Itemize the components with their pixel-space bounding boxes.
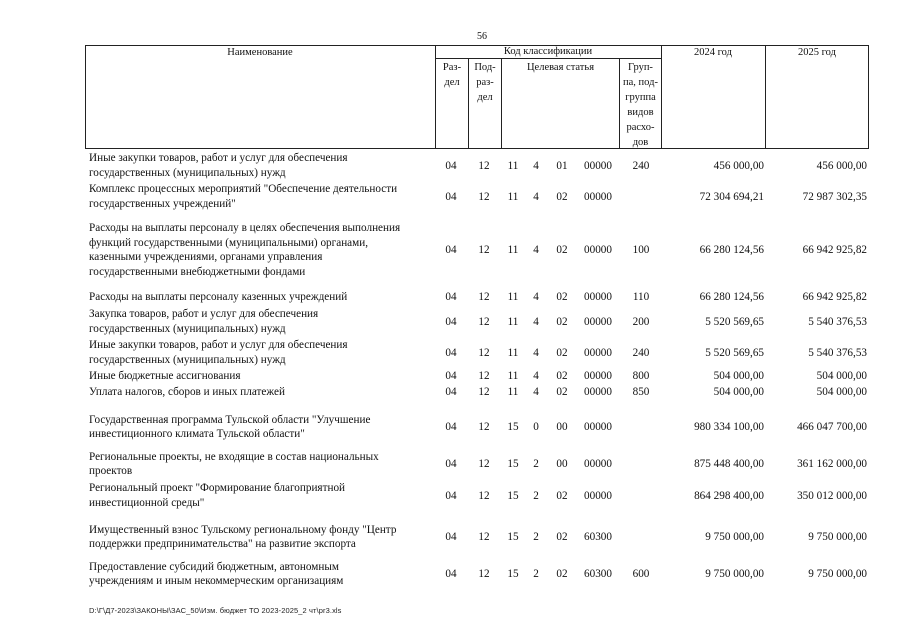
table-row [0,480,905,511]
target-event-cell: 02 [556,346,568,359]
table-row [0,306,905,337]
razdel-cell: 04 [445,315,457,328]
row-name-cell [89,384,439,400]
header-group: Груп- па, под- группа видов расхо- дов [623,62,658,148]
target-direction-cell: 00000 [584,244,612,256]
expense-group-cell [626,408,656,446]
row-name-line: Иные бюджетные ассигнования [89,369,241,382]
row-name-line: Иные закупки товаров, работ и услуг для обеспечения [89,339,348,351]
target-program-cell: 11 [507,370,519,382]
row-name-line: государственных (муниципальных) нужд [89,166,286,179]
amount-2025-cell: 9 750 000,00 [808,531,867,543]
target-event-cell: 01 [556,159,568,172]
target-subprogram-cell: 4 [533,370,539,382]
row-name-line: Предоставление субсидий бюджетным, автономным [89,560,339,573]
target-direction-cell: 00000 [584,190,612,203]
row-name-line: государственными внебюджетными фондами [89,265,306,278]
target-program-cell: 11 [507,159,519,172]
table-header [85,45,869,149]
amount-2025-cell: 504 000,00 [816,386,867,398]
table-row [0,408,905,446]
target-subprogram-cell: 2 [533,458,539,470]
row-name-line: Имущественный взнос Тульскому региональному фонду "Центр [89,523,397,536]
expense-group-cell: 850 [632,386,650,398]
amount-2024-cell: 864 298 400,00 [694,489,764,502]
header-name: Наименование [227,47,293,58]
expense-group-cell [626,518,656,556]
amount-2024-cell: 72 304 694,21 [699,190,764,203]
row-name-line: Уплата налогов, сборов и иных платежей [89,385,285,398]
row-name-cell [89,337,439,368]
target-program-cell: 15 [507,421,519,433]
row-name-cell [89,557,439,591]
target-program-cell: 15 [507,568,519,580]
row-name-line: инвестиционного климата Тульской области" [89,428,305,440]
target-direction-cell: 60300 [584,568,612,580]
table-row [0,219,905,281]
target-subprogram-cell: 4 [533,291,539,303]
amount-2024-cell: 66 280 124,56 [699,244,764,256]
target-program-cell: 11 [507,244,519,256]
amount-2025-cell: 361 162 000,00 [797,458,867,470]
row-name-cell [89,219,439,281]
table-row [0,150,905,181]
row-name-line: функций государственными (муниципальными) органами, [89,236,369,249]
row-name-cell [89,368,439,384]
row-name-line: Закупка товаров, работ и услуг для обеспечения [89,308,319,320]
razdel-cell: 04 [445,489,457,502]
row-name-line: Иные закупки товаров, работ и услуг для обеспечения [89,152,348,164]
expense-group-cell: 600 [632,568,650,580]
amount-2024-cell: 504 000,00 [713,370,764,382]
header-razdel: Раз- дел [442,62,462,88]
row-name-line: проектов [89,465,133,477]
target-direction-cell: 00000 [584,346,612,359]
target-event-cell: 02 [556,386,568,398]
target-subprogram-cell: 0 [533,421,539,433]
target-subprogram-cell: 4 [533,386,539,398]
header-target: Целевая статья [526,62,595,73]
target-direction-cell: 00000 [584,291,612,303]
table-row [0,289,905,305]
amount-2024-cell: 9 750 000,00 [705,531,764,543]
amount-2025-cell: 66 942 925,82 [802,291,867,303]
amount-2024-cell: 9 750 000,00 [705,568,764,580]
target-event-cell: 00 [556,458,568,470]
amount-2024-cell: 504 000,00 [713,386,764,398]
table-row [0,518,905,556]
razdel-cell: 04 [445,346,457,359]
row-name-line: Расходы на выплаты персоналу казенных учреждений [89,290,348,303]
target-direction-cell: 60300 [584,531,612,543]
row-name-line: государственных (муниципальных) нужд [89,322,286,335]
page-number: 56 [477,31,487,42]
razdel-cell: 04 [445,568,457,580]
row-name-line: Государственная программа Тульской области "Улучшение [89,413,371,426]
target-subprogram-cell: 2 [533,531,539,543]
target-subprogram-cell: 2 [533,489,539,502]
target-program-cell: 11 [507,315,519,328]
podrazdel-cell: 12 [478,190,490,203]
amount-2025-cell: 5 540 376,53 [808,315,867,328]
target-subprogram-cell: 2 [533,568,539,580]
target-event-cell: 02 [556,244,568,256]
target-event-cell: 02 [556,190,568,203]
row-name-cell [89,289,439,305]
expense-group-cell [626,447,656,481]
target-program-cell: 11 [507,386,519,398]
expense-group-cell: 200 [632,315,650,328]
target-subprogram-cell: 4 [533,190,539,203]
header-podrazdel: Под- раз- дел [474,62,496,103]
podrazdel-cell: 12 [478,568,490,580]
target-event-cell: 02 [556,370,568,382]
row-name-cell [89,447,439,481]
amount-2025-cell: 504 000,00 [816,370,867,382]
podrazdel-cell: 12 [478,370,490,382]
expense-group-cell: 240 [632,159,650,172]
podrazdel-cell: 12 [478,346,490,359]
target-program-cell: 15 [507,458,519,470]
expense-group-cell: 240 [632,346,650,359]
razdel-cell: 04 [445,458,457,470]
row-name-line: казенными учреждениями, органами управления [89,251,323,263]
expense-group-cell: 800 [632,370,650,382]
amount-2024-cell: 5 520 569,65 [705,315,764,328]
amount-2025-cell: 350 012 000,00 [797,489,867,502]
razdel-cell: 04 [445,386,457,398]
target-program-cell: 11 [507,346,519,359]
podrazdel-cell: 12 [478,458,490,470]
podrazdel-cell: 12 [478,489,490,502]
amount-2025-cell: 5 540 376,53 [808,346,867,359]
target-program-cell: 15 [507,489,519,502]
row-name-cell [89,518,439,556]
target-subprogram-cell: 4 [533,346,539,359]
amount-2025-cell: 72 987 302,35 [802,190,867,203]
row-name-line: поддержки предпринимательства" на развитие экспорта [89,538,356,550]
target-direction-cell: 00000 [584,421,612,433]
amount-2025-cell: 456 000,00 [816,159,867,172]
table-row [0,368,905,384]
row-name-line: государственных (муниципальных) нужд [89,353,286,366]
target-program-cell: 15 [507,531,519,543]
header-code: Код классификации [503,46,593,57]
row-name-line: государственных учреждений" [89,197,236,210]
razdel-cell: 04 [445,421,457,433]
razdel-cell: 04 [445,291,457,303]
amount-2025-cell: 66 942 925,82 [802,244,867,256]
row-name-line: инвестиционной среды" [89,496,205,509]
target-subprogram-cell: 4 [533,159,539,172]
podrazdel-cell: 12 [478,315,490,328]
table-row [0,557,905,591]
target-event-cell: 02 [556,315,568,328]
table-row [0,181,905,212]
amount-2024-cell: 66 280 124,56 [699,291,764,303]
razdel-cell: 04 [445,531,457,543]
row-name-cell [89,306,439,337]
row-name-line: учреждениям и иным некоммерческим организациям [89,575,344,587]
razdel-cell: 04 [445,370,457,382]
expense-group-cell: 100 [632,244,650,256]
table-row [0,337,905,368]
podrazdel-cell: 12 [478,386,490,398]
target-event-cell: 00 [556,421,568,433]
target-direction-cell: 00000 [584,370,612,382]
amount-2024-cell: 875 448 400,00 [694,458,764,470]
row-name-line: Региональные проекты, не входящие в состав национальных [89,450,379,463]
row-name-cell [89,150,439,181]
target-direction-cell: 00000 [584,458,612,470]
header-year-2024: 2024 год [694,47,732,58]
target-direction-cell: 00000 [584,315,612,328]
row-name-line: Расходы на выплаты персоналу в целях обеспечения выполнения [89,222,401,234]
expense-group-cell [626,480,656,511]
podrazdel-cell: 12 [478,531,490,543]
target-direction-cell: 00000 [584,159,612,172]
amount-2025-cell: 466 047 700,00 [797,421,867,433]
razdel-cell: 04 [445,244,457,256]
expense-group-cell: 110 [632,291,650,303]
target-event-cell: 02 [556,568,568,580]
table-row [0,447,905,481]
target-direction-cell: 00000 [584,489,612,502]
row-name-line: Региональный проект "Формирование благоприятной [89,482,346,494]
row-name-cell [89,480,439,511]
amount-2024-cell: 456 000,00 [713,159,764,172]
podrazdel-cell: 12 [478,421,490,433]
table-row [0,384,905,400]
podrazdel-cell: 12 [478,291,490,303]
target-event-cell: 02 [556,531,568,543]
target-direction-cell: 00000 [584,386,612,398]
row-name-cell [89,181,439,212]
razdel-cell: 04 [445,190,457,203]
amount-2025-cell: 9 750 000,00 [808,568,867,580]
podrazdel-cell: 12 [478,159,490,172]
target-program-cell: 11 [507,190,519,203]
podrazdel-cell: 12 [478,244,490,256]
razdel-cell: 04 [445,159,457,172]
file-path-footer: D:\Г\Д7-2023\ЗАКОНЫ\ЗАС_50\Изм. бюджет ТО 2023-2025_2 чт\pr3.xls [89,606,342,615]
target-program-cell: 11 [507,291,519,303]
target-subprogram-cell: 4 [533,244,539,256]
expense-group-cell [626,181,656,212]
target-subprogram-cell: 4 [533,315,539,328]
header-year-2025: 2025 год [798,47,836,58]
target-event-cell: 02 [556,489,568,502]
amount-2024-cell: 980 334 100,00 [694,421,764,433]
target-event-cell: 02 [556,291,568,303]
amount-2024-cell: 5 520 569,65 [705,346,764,359]
row-name-line: Комплекс процессных мероприятий "Обеспечение деятельности [89,183,398,195]
row-name-cell [89,408,439,446]
